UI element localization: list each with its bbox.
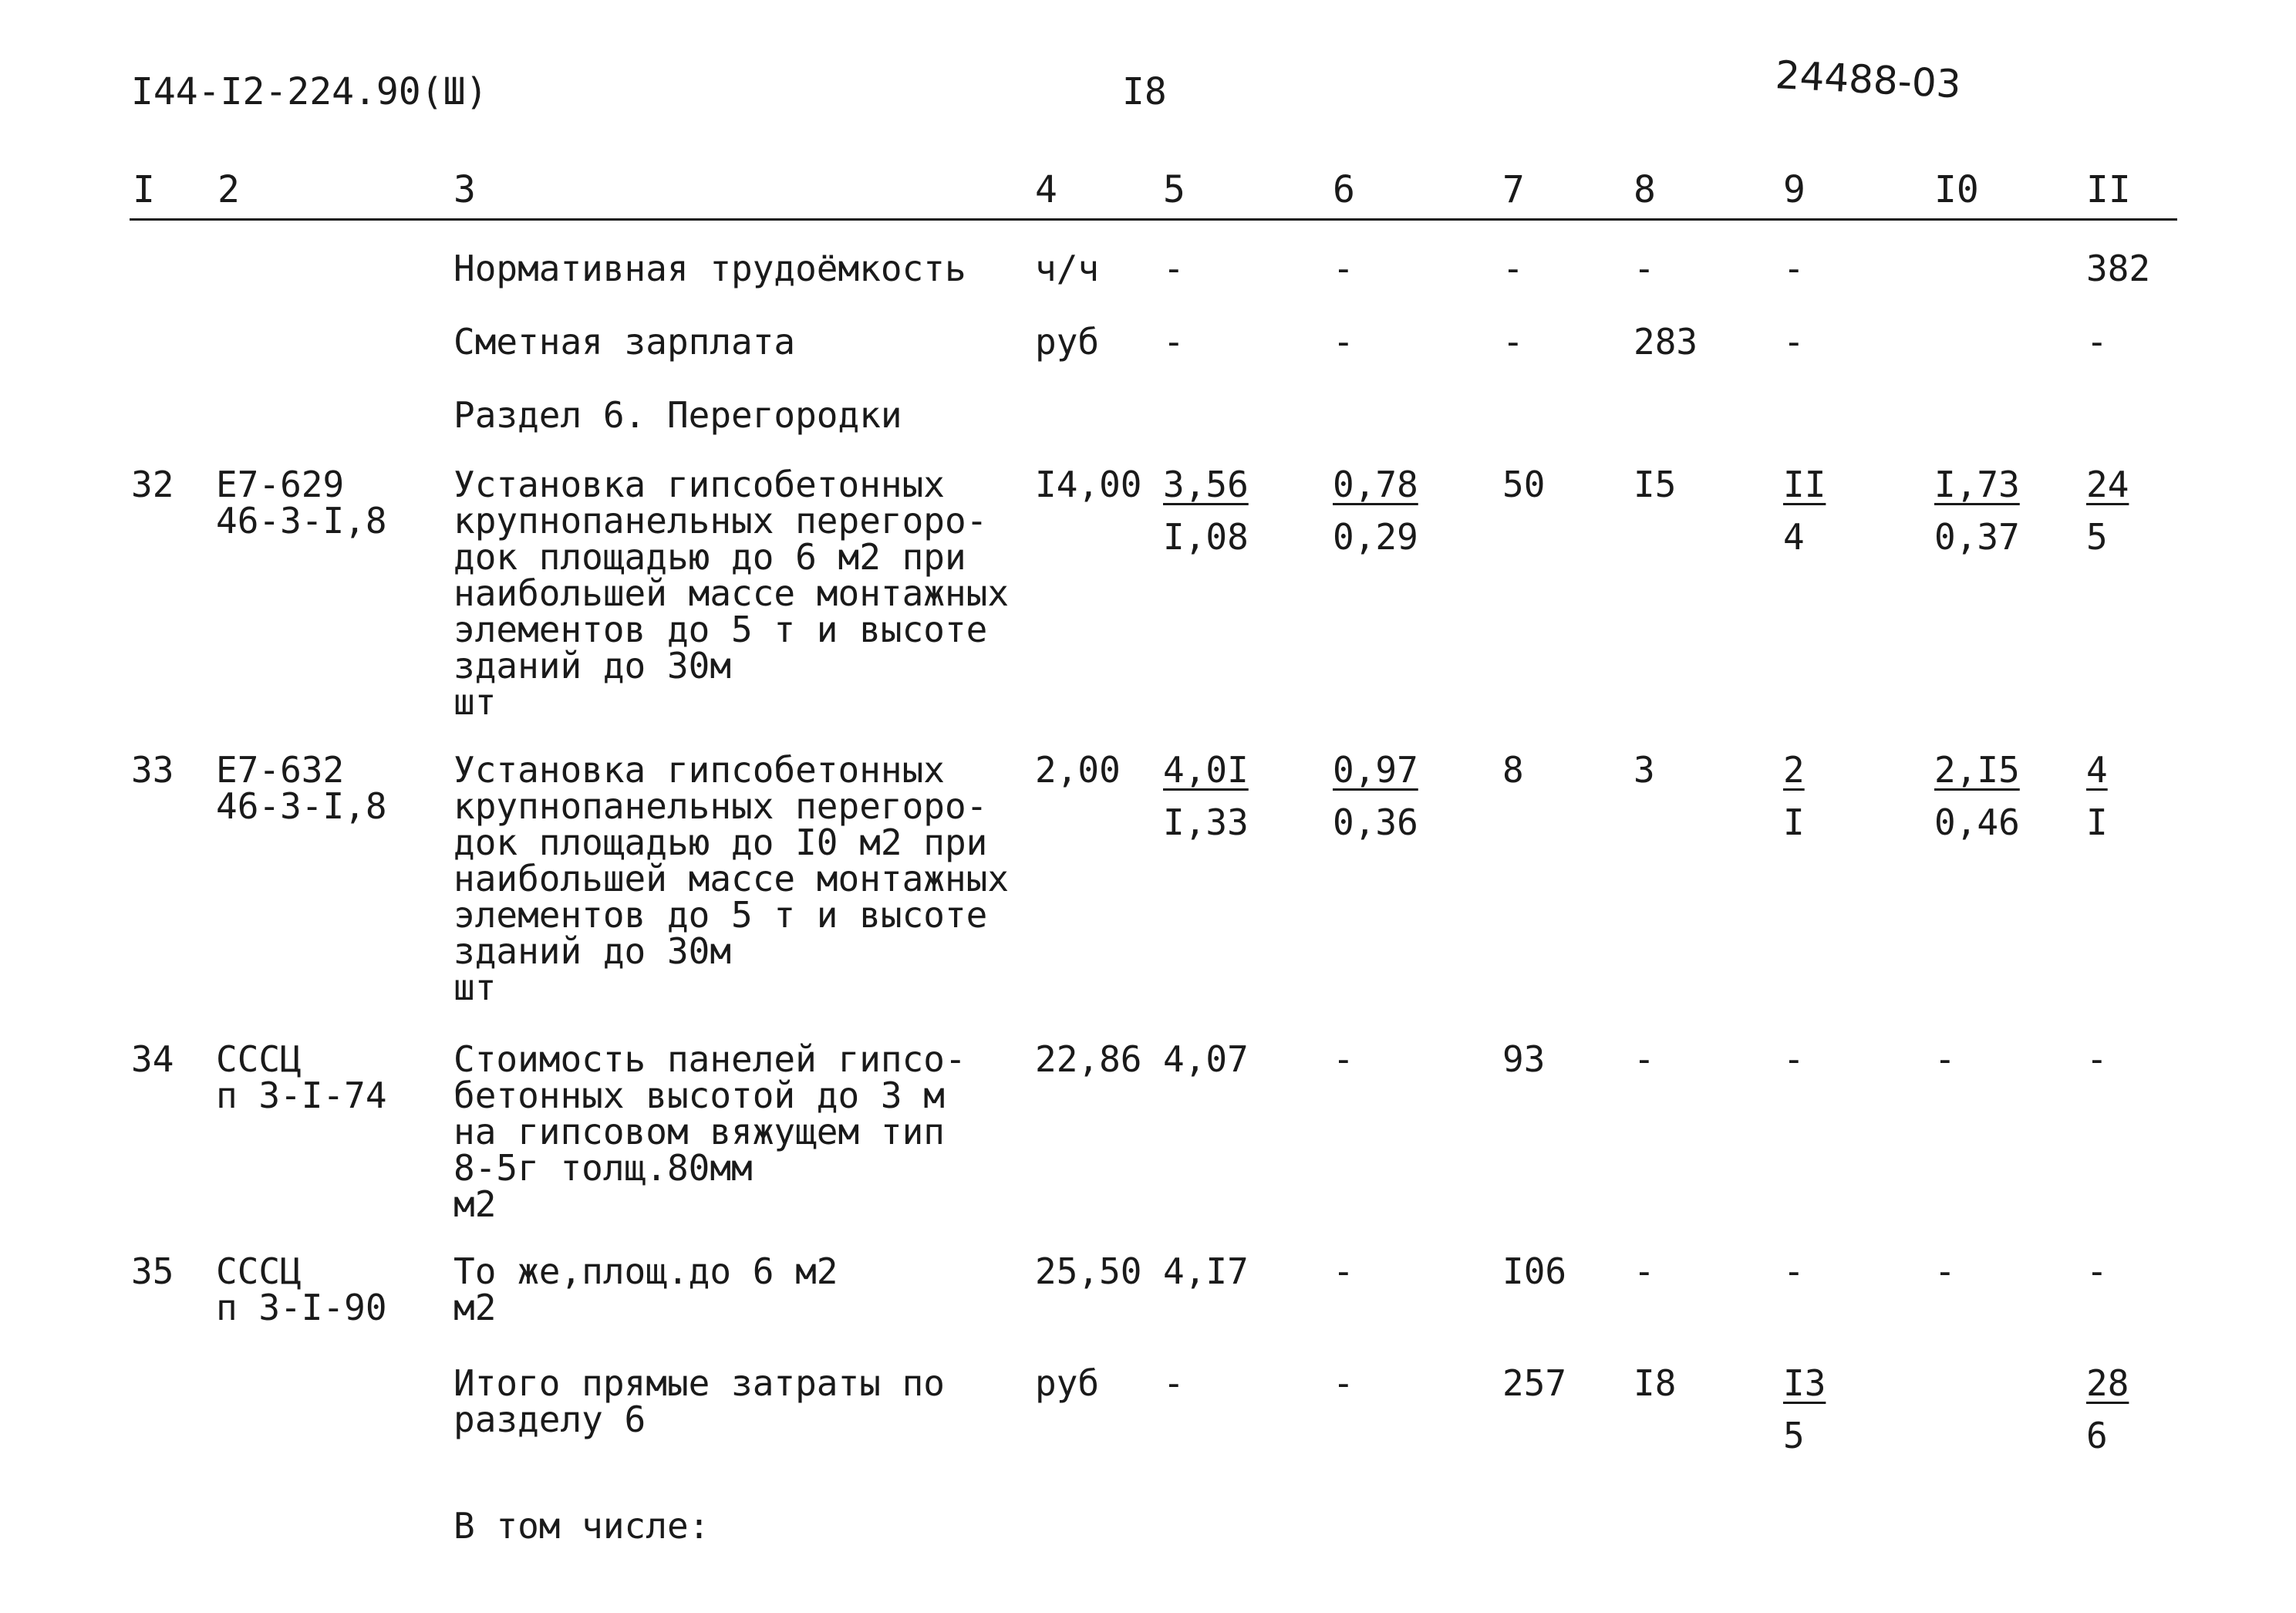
fraction-top: 28: [2086, 1362, 2129, 1404]
rate-code-line: Е7-632: [216, 749, 345, 791]
value-cell-c5: -: [1163, 1362, 1185, 1404]
page-number: I8: [1122, 70, 1167, 113]
value-cell-c7: -: [1502, 321, 1524, 363]
fraction-cell-c11: [2086, 749, 2108, 843]
value-cell-c8: 283: [1633, 321, 1698, 363]
fraction-top: 4: [2086, 749, 2108, 791]
column-number: 5: [1163, 168, 1185, 211]
value-cell-c7: 257: [1502, 1362, 1567, 1404]
rate-code-line: 46-3-I,8: [216, 500, 387, 542]
fraction-bottom: 0,46: [1934, 801, 2020, 843]
work-description: Стоимость панелей гипсо- бетонных высотой до 3 м на гипсовом вяжущем тип 8-5г толщ.80мм м2: [453, 1038, 966, 1225]
row-number: 34: [131, 1038, 174, 1080]
value-cell-c11: -: [2086, 1038, 2108, 1080]
footer-including-text: В том числе:: [453, 1505, 710, 1547]
fraction-bottom: 5: [2086, 516, 2108, 558]
value-cell-c5: -: [1163, 321, 1185, 363]
column-number: I: [133, 168, 155, 211]
value-cell-c9: -: [1783, 1038, 1805, 1080]
fraction-top: 0,78: [1333, 464, 1418, 505]
unit: руб: [1035, 321, 1100, 363]
value-cell-c8: -: [1633, 1250, 1655, 1292]
value-cell-c7: 50: [1502, 464, 1546, 505]
fraction-top: I3: [1783, 1362, 1826, 1404]
column-number: 9: [1783, 168, 1805, 211]
fraction-bottom: 4: [1783, 516, 1805, 558]
work-description: Установка гипсобетонных крупнопанельных перегоро- док площадью до I0 м2 при наибольшей массе монтажных элементов до 5 т и высоте зданий до 30м шт: [453, 749, 1010, 1008]
rate-code: [216, 749, 387, 827]
value-cell-c8: 3: [1633, 749, 1655, 791]
column-number: 8: [1633, 168, 1656, 211]
fraction-top: 3,56: [1163, 464, 1249, 505]
rate-code-line: СССЦ: [216, 1250, 302, 1292]
column-number: II: [2086, 168, 2131, 211]
fraction-cell-c10: [1934, 749, 2020, 843]
rate-code: [216, 464, 387, 542]
value-cell-c7: -: [1502, 248, 1524, 289]
work-description: Раздел 6. Перегородки: [453, 394, 902, 436]
fraction-cell-c6: [1333, 464, 1418, 558]
rate-code: [216, 1038, 387, 1116]
fraction-cell-c6: [1333, 749, 1418, 843]
value-cell-c8: -: [1633, 1038, 1655, 1080]
value-cell-c7: 8: [1502, 749, 1524, 791]
work-description: Сметная зарплата: [453, 321, 796, 363]
fraction-top: 4,0I: [1163, 749, 1249, 791]
header-rule: [130, 218, 2177, 221]
value-cell-c10: -: [1934, 1250, 1956, 1292]
fraction-cell-c9: [1783, 464, 1826, 558]
rate-code-line: п 3-I-74: [216, 1075, 387, 1116]
value-cell-c7: I06: [1502, 1250, 1567, 1292]
value-cell-c9: -: [1783, 1250, 1805, 1292]
column-number: 2: [217, 168, 240, 211]
column-number: 6: [1333, 168, 1355, 211]
rate-code: [216, 1250, 387, 1328]
fraction-bottom: I,33: [1163, 801, 1249, 843]
value-cell-c11: -: [2086, 1250, 2108, 1292]
work-description: Установка гипсобетонных крупнопанельных перегоро- док площадью до 6 м2 при наибольшей массе монтажных элементов до 5 т и высоте зданий до 30м шт: [453, 464, 1010, 723]
fraction-cell-c5: [1163, 749, 1249, 843]
fraction-bottom: I: [2086, 801, 2108, 843]
fraction-bottom: 6: [2086, 1415, 2108, 1456]
fraction-bottom: 0,37: [1934, 516, 2020, 558]
value-cell-c6: -: [1333, 248, 1354, 289]
value-cell-c5: 4,07: [1163, 1038, 1249, 1080]
value-cell-c11: 382: [2086, 248, 2151, 289]
document-code: I44-I2-224.90(Ш): [131, 70, 488, 113]
rate-code-line: 46-3-I,8: [216, 785, 387, 827]
column-number: I0: [1934, 168, 1979, 211]
value-cell-c6: -: [1333, 1038, 1354, 1080]
fraction-cell-c5: [1163, 464, 1249, 558]
fraction-cell-c10: [1934, 464, 2020, 558]
value-cell-c7: 93: [1502, 1038, 1546, 1080]
value-cell-c11: -: [2086, 321, 2108, 363]
fraction-bottom: 5: [1783, 1415, 1805, 1456]
column-number: 4: [1035, 168, 1057, 211]
rate-code-line: Е7-629: [216, 464, 345, 505]
value-cell-c8: I8: [1633, 1362, 1677, 1404]
value-cell-c5: 4,I7: [1163, 1250, 1249, 1292]
value-cell-c6: -: [1333, 1250, 1354, 1292]
unit: ч/ч: [1035, 248, 1100, 289]
unit: руб: [1035, 1362, 1100, 1404]
fraction-top: 0,97: [1333, 749, 1418, 791]
row-number: 35: [131, 1250, 174, 1292]
quantity: 22,86: [1035, 1038, 1142, 1080]
row-number: 32: [131, 464, 174, 505]
quantity: 2,00: [1035, 749, 1121, 791]
fraction-cell-c11: [2086, 1362, 2129, 1456]
quantity: 25,50: [1035, 1250, 1142, 1292]
value-cell-c5: -: [1163, 248, 1185, 289]
column-number: 7: [1502, 168, 1525, 211]
work-description: Итого прямые затраты по разделу 6: [453, 1362, 945, 1440]
fraction-cell-c9: [1783, 1362, 1826, 1456]
fraction-bottom: I: [1783, 801, 1805, 843]
fraction-cell-c9: [1783, 749, 1805, 843]
fraction-top: II: [1783, 464, 1826, 505]
rate-code-line: СССЦ: [216, 1038, 302, 1080]
fraction-bottom: 0,36: [1333, 801, 1418, 843]
fraction-top: 2,I5: [1934, 749, 2020, 791]
handwritten-stamp-number: 24488-03: [1774, 52, 1962, 107]
value-cell-c8: -: [1633, 248, 1655, 289]
fraction-cell-c11: [2086, 464, 2129, 558]
fraction-top: 24: [2086, 464, 2129, 505]
value-cell-c6: -: [1333, 1362, 1354, 1404]
row-number: 33: [131, 749, 174, 791]
rate-code-line: п 3-I-90: [216, 1287, 387, 1328]
value-cell-c9: -: [1783, 248, 1805, 289]
work-description: Нормативная трудоёмкость: [453, 248, 966, 289]
value-cell-c8: I5: [1633, 464, 1677, 505]
fraction-bottom: I,08: [1163, 516, 1249, 558]
value-cell-c10: -: [1934, 1038, 1956, 1080]
work-description: То же,площ.до 6 м2 м2: [453, 1250, 838, 1328]
quantity: I4,00: [1035, 464, 1142, 505]
fraction-top: I,73: [1934, 464, 2020, 505]
value-cell-c6: -: [1333, 321, 1354, 363]
value-cell-c9: -: [1783, 321, 1805, 363]
fraction-bottom: 0,29: [1333, 516, 1418, 558]
fraction-top: 2: [1783, 749, 1805, 791]
column-number: 3: [453, 168, 476, 211]
